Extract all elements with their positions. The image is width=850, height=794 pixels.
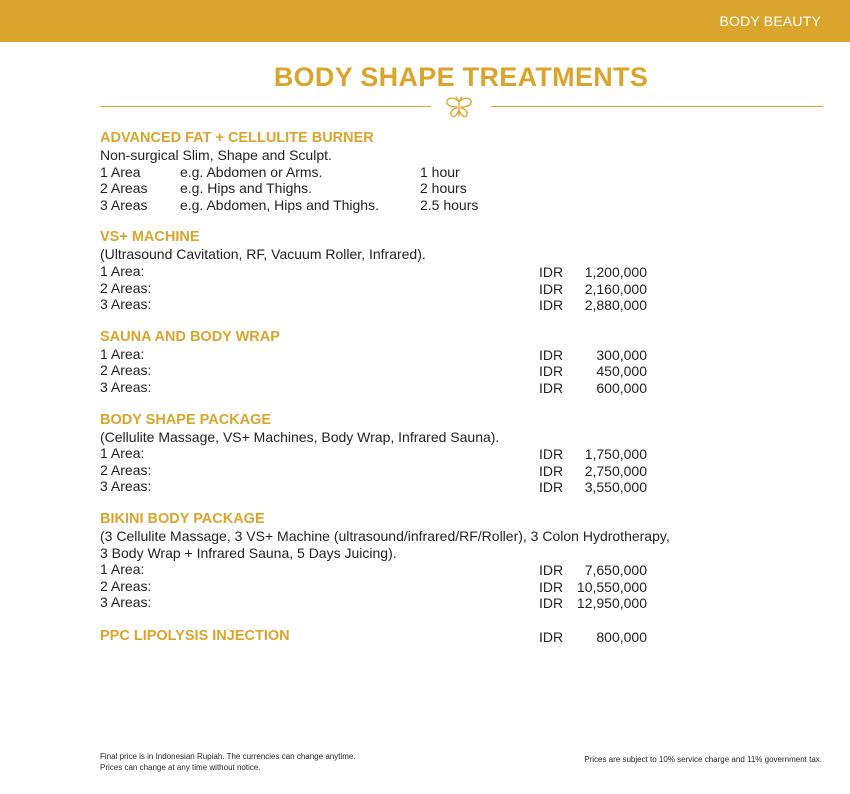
currency: IDR <box>539 446 564 463</box>
price: 2,880,000 <box>584 297 647 314</box>
price-row <box>100 578 750 595</box>
currency: IDR <box>539 595 564 612</box>
price-row <box>100 346 750 363</box>
area-example: e.g. Hips and Thighs. <box>180 180 313 197</box>
area-label: 2 Areas: <box>100 577 152 594</box>
area-label: 1 Area: <box>100 561 145 578</box>
treatment-heading: PPC LIPOLYSIS INJECTION <box>100 627 290 644</box>
price-row <box>100 594 750 611</box>
price: 7,650,000 <box>584 562 647 579</box>
area-label: 2 Areas: <box>100 461 152 478</box>
price-row <box>100 627 750 644</box>
price-row <box>100 362 750 379</box>
footer-note-left <box>100 751 356 773</box>
treatment-section <box>100 329 750 396</box>
area-label: 3 Areas <box>100 196 148 213</box>
area-label: 1 Area <box>100 163 141 180</box>
currency: IDR <box>539 297 564 314</box>
treatment-section <box>100 627 750 644</box>
duration-row <box>100 197 750 214</box>
treatment-heading: VS+ MACHINE <box>100 229 200 246</box>
currency: IDR <box>539 462 564 479</box>
treatment-heading: BODY SHAPE PACKAGE <box>100 411 272 428</box>
area-label: 3 Areas: <box>100 594 152 611</box>
treatment-section <box>100 130 750 213</box>
treatment-section <box>100 229 750 312</box>
area-label: 1 Area: <box>100 345 145 362</box>
price-row <box>100 263 750 280</box>
area-label: 2 Areas: <box>100 279 152 296</box>
currency: IDR <box>539 379 564 396</box>
duration: 2 hours <box>420 180 467 197</box>
duration: 1 hour <box>420 163 460 180</box>
top-banner <box>0 0 850 42</box>
price-row <box>100 280 750 297</box>
currency: IDR <box>539 479 564 496</box>
price-row <box>100 462 750 479</box>
currency: IDR <box>539 363 564 380</box>
price: 12,950,000 <box>576 595 647 612</box>
footer-currency-note: Final price is in Indonesian Rupiah. The currencies can change anytime. <box>100 752 356 761</box>
price: 1,200,000 <box>584 263 647 280</box>
price-row <box>100 379 750 396</box>
price: 10,550,000 <box>576 578 647 595</box>
price-list <box>100 130 750 660</box>
price: 2,750,000 <box>584 462 647 479</box>
price: 2,160,000 <box>584 280 647 297</box>
treatment-heading: SAUNA AND BODY WRAP <box>100 328 280 345</box>
price-row <box>100 296 750 313</box>
currency: IDR <box>539 578 564 595</box>
treatment-heading: BIKINI BODY PACKAGE <box>100 510 265 527</box>
price: 300,000 <box>596 346 647 363</box>
price: 450,000 <box>596 363 647 380</box>
treatment-section <box>100 412 750 495</box>
currency: IDR <box>539 628 564 645</box>
duration-row <box>100 164 750 181</box>
area-example: e.g. Abdomen or Arms. <box>180 163 323 180</box>
footer-price-change-note: Prices can change at any time without notice. <box>100 763 261 772</box>
price: 3,550,000 <box>584 479 647 496</box>
title-divider-right <box>491 106 823 107</box>
area-label: 3 Areas: <box>100 378 152 395</box>
currency: IDR <box>539 280 564 297</box>
title-divider-left <box>100 106 431 107</box>
area-label: 2 Areas <box>100 180 148 197</box>
treatment-section <box>100 511 750 611</box>
footer-tax-note: Prices are subject to 10% service charge and 11% government tax. <box>584 755 822 764</box>
currency: IDR <box>539 263 564 280</box>
duration-row <box>100 180 750 197</box>
treatment-description: (Ultrasound Cavitation, RF, Vacuum Roller, Infrared). <box>100 246 426 263</box>
price: 1,750,000 <box>584 446 647 463</box>
currency: IDR <box>539 346 564 363</box>
currency: IDR <box>539 562 564 579</box>
area-example: e.g. Abdomen, Hips and Thighs. <box>180 196 379 213</box>
area-label: 1 Area: <box>100 262 145 279</box>
duration: 2.5 hours <box>420 196 479 213</box>
treatment-description: (Cellulite Massage, VS+ Machines, Body Wrap, Infrared Sauna). <box>100 428 500 445</box>
price: 800,000 <box>596 628 647 645</box>
page-title: BODY SHAPE TREATMENTS <box>273 62 649 92</box>
price: 600,000 <box>596 379 647 396</box>
butterfly-ornament-icon <box>444 96 474 120</box>
treatment-description-line: (3 Cellulite Massage, 3 VS+ Machine (ultrasound/infrared/RF/Roller), 3 Colon Hydrotherapy, <box>100 527 670 544</box>
area-label: 3 Areas: <box>100 478 152 495</box>
treatment-description-line: 3 Body Wrap + Infrared Sauna, 5 Days Juicing). <box>100 544 397 561</box>
area-label: 3 Areas: <box>100 296 152 313</box>
area-label: 1 Area: <box>100 445 145 462</box>
section-label: BODY BEAUTY <box>719 13 821 29</box>
price-row <box>100 478 750 495</box>
price-row <box>100 561 750 578</box>
price-row <box>100 445 750 462</box>
treatment-description: Non-surgical Slim, Shape and Sculpt. <box>100 147 332 163</box>
treatment-heading: ADVANCED FAT + CELLULITE BURNER <box>100 130 374 146</box>
area-label: 2 Areas: <box>100 362 152 379</box>
